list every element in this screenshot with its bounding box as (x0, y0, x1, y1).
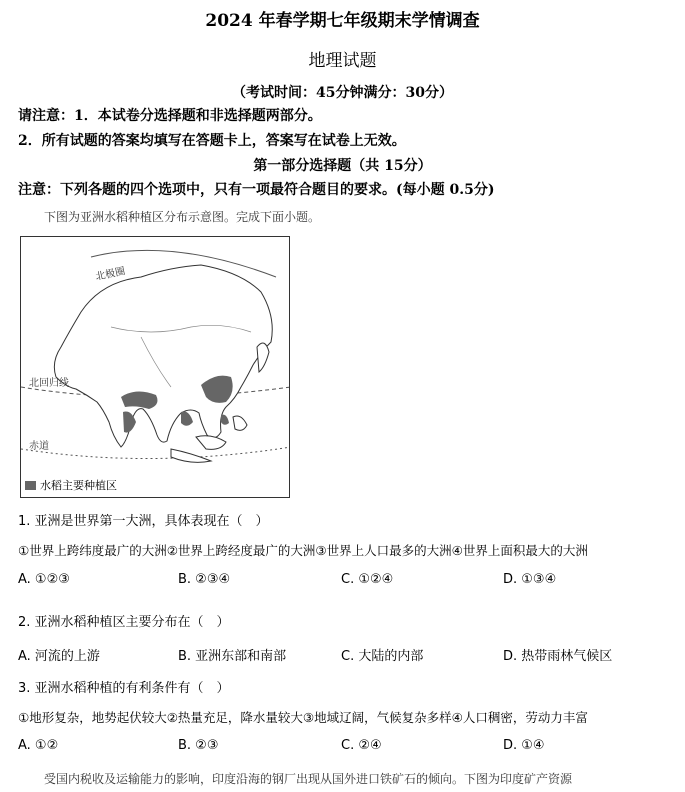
island-outline (233, 416, 247, 430)
question-3-detail: ①地形复杂，地势起伏较大②热量充足，降水量较大③地域辽阔，气候复杂多样④人口稠密，劳动力丰富 (18, 710, 588, 725)
question-1-stem: 1. 亚洲是世界第一大洲，具体表现在（ ） (18, 514, 269, 529)
label-tropic: 北回归线 (29, 378, 69, 389)
map-graphic (21, 237, 290, 498)
map-intro: 下图为亚洲水稻种植区分布示意图。完成下面小题。 (44, 210, 321, 224)
question-3-stem: 3. 亚洲水稻种植的有利条件有（ ） (18, 681, 230, 696)
island-outline (196, 436, 226, 450)
question-1-option-d[interactable]: D. ①③④ (503, 572, 557, 587)
question-3-option-b[interactable]: B. ②③ (178, 738, 219, 753)
footer-passage: 受国内税收及运输能力的影响，印度沿海的钢厂出现从国外进口铁矿石的倾向。下图为印度矿产资源 (44, 772, 573, 786)
japan-outline (257, 343, 269, 372)
label-equator: 赤道 (29, 441, 49, 452)
part1-note: 注意：下列各题的四个选项中，只有一项最符合题目的要求。(每小题 0.5分) (18, 182, 495, 198)
rice-area-indochina (181, 411, 193, 425)
legend-label: 水稻主要种植区 (40, 479, 117, 492)
question-3-option-a[interactable]: A. ①② (18, 738, 59, 753)
question-2-stem: 2. 亚洲水稻种植区主要分布在（ ） (18, 615, 230, 630)
map-legend (25, 477, 117, 493)
question-2-option-d[interactable]: D. 热带雨林气候区 (503, 649, 613, 664)
question-2-option-c[interactable]: C. 大陆的内部 (341, 649, 424, 664)
island-outline (171, 449, 211, 462)
note-2: 2．所有试题的答案均填写在答题卡上，答案写在试卷上无效。 (18, 133, 406, 149)
asia-rice-map (20, 236, 290, 498)
rice-area-india-north (121, 391, 157, 409)
exam-title: 2024 年春学期七年级期末学情调查 (205, 11, 480, 31)
question-2-option-a[interactable]: A. 河流的上游 (18, 649, 100, 664)
rice-area-philippines (221, 415, 229, 425)
question-1-option-b[interactable]: B. ②③④ (178, 572, 231, 587)
legend-swatch-icon (25, 481, 36, 490)
question-3-option-c[interactable]: C. ②④ (341, 738, 382, 753)
question-3-option-d[interactable]: D. ①④ (503, 738, 545, 753)
question-1-option-a[interactable]: A. ①②③ (18, 572, 70, 587)
part1-title: 第一部分选择题（共 15分） (253, 158, 432, 174)
label-arctic-circle: 北极圈 (94, 265, 127, 283)
question-2-option-b[interactable]: B. 亚洲东部和南部 (178, 649, 287, 664)
exam-subject: 地理试题 (308, 51, 377, 71)
question-1-option-c[interactable]: C. ①②④ (341, 572, 394, 587)
exam-info: （考试时间：45分钟满分：30分） (232, 85, 453, 101)
equator-line (21, 447, 290, 459)
note-1: 请注意：1．本试卷分选择题和非选择题两部分。 (18, 108, 322, 124)
question-1-detail: ①世界上跨纬度最广的大洲②世界上跨经度最广的大洲③世界上人口最多的大洲④世界上面积最大的大洲 (18, 543, 588, 558)
